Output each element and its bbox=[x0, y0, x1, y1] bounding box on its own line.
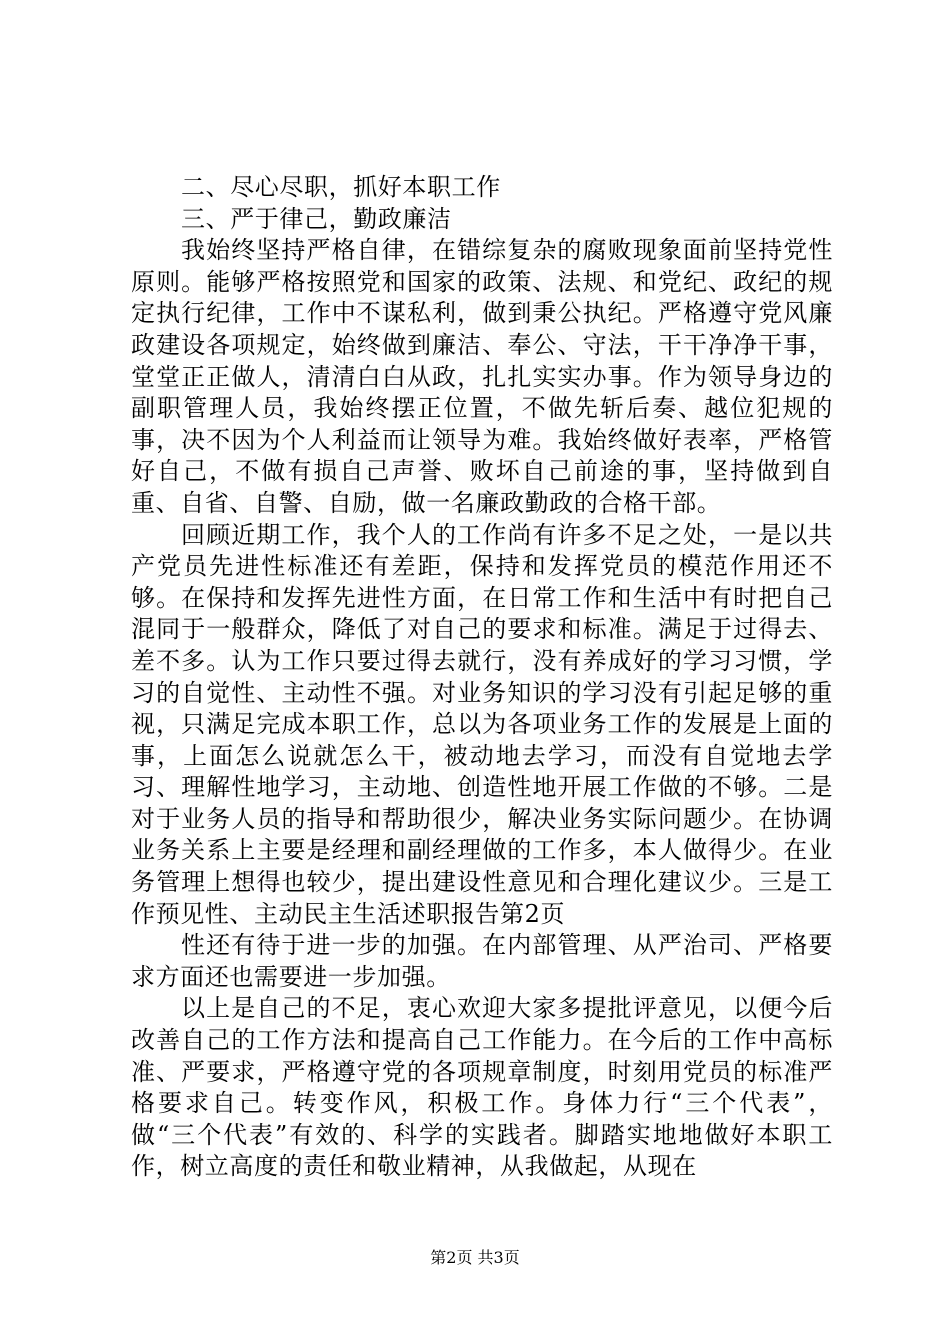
page-number: 第2页 bbox=[430, 1248, 473, 1267]
paragraph-heading-2: 二、尽心尽职，抓好本职工作 bbox=[181, 173, 501, 201]
page-footer bbox=[0, 1248, 950, 1268]
paragraph-review-shortcomings: 回顾近期工作，我个人的工作尚有许多不足之处，一是以共产党员先进性标准还有差距，保持和发挥党员的模范作用还不够。在保持和发挥先进性方面，在日常工作和生活中有时把自己混同于一般群众，降低了对自己的要求和标准。满足于过得去、差不多。认为工作只要过得去就行，没有养成好的学习习惯，学习的自觉性、主动性不强。对业务知识的学习没有引起足够的重视，只满足完成本职工作，总以为各项业务工作的发展是上面的事，上面怎么说就怎么干，被动地去学习，而没有自觉地去学习、理解性地学习，主动地、创造性地开展工作做的不够。二是对于业务人员的指导和帮助很少，解决业务实际问题少。在协调业务关系上主要是经理和副经理做的工作多，本人做得少。在业务管理上想得也较少，提出建设性意见和合理化建议少。三是工作预见性、主动民主生活述职报告第2页 bbox=[131, 520, 833, 928]
document-body bbox=[131, 172, 833, 1183]
paragraph-heading-3: 三、严于律己，勤政廉洁 bbox=[181, 204, 452, 233]
paragraph-continuation: 性还有待于进一步的加强。在内部管理、从严治司、严格要求方面还也需要进一步加强。 bbox=[131, 931, 833, 991]
page-total: 共3页 bbox=[477, 1248, 520, 1267]
paragraph-self-discipline: 我始终坚持严格自律，在错综复杂的腐败现象面前坚持党性原则。能够严格按照党和国家的政策、法规、和党纪、政纪的规定执行纪律，工作中不谋私利，做到秉公执纪。严格遵守党风廉政建设各项规定，始终做到廉洁、奉公、守法，干干净净干事，堂堂正正做人，清清白白从政，扎扎实实办事。作为领导身边的副职管理人员，我始终摆正位置，不做先斩后奏、越位犯规的事，决不因为个人利益而让领导为难。我始终做好表率，严格管好自己，不做有损自己声誉、败坏自己前途的事，坚持做到自重、自省、自警、自励，做一名廉政勤政的合格干部。 bbox=[131, 236, 833, 517]
paragraph-conclusion: 以上是自己的不足，衷心欢迎大家多提批评意见，以便今后改善自己的工作方法和提高自己工作能力。在今后的工作中高标准、严要求，严格遵守党的各项规章制度，时刻用党员的标准严格要求自己。转变作风，积极工作。身体力行“三个代表”，做“三个代表”有效的、科学的实践者。脚踏实地地做好本职工作，树立高度的责任和敬业精神，从我做起，从现在 bbox=[131, 994, 833, 1181]
